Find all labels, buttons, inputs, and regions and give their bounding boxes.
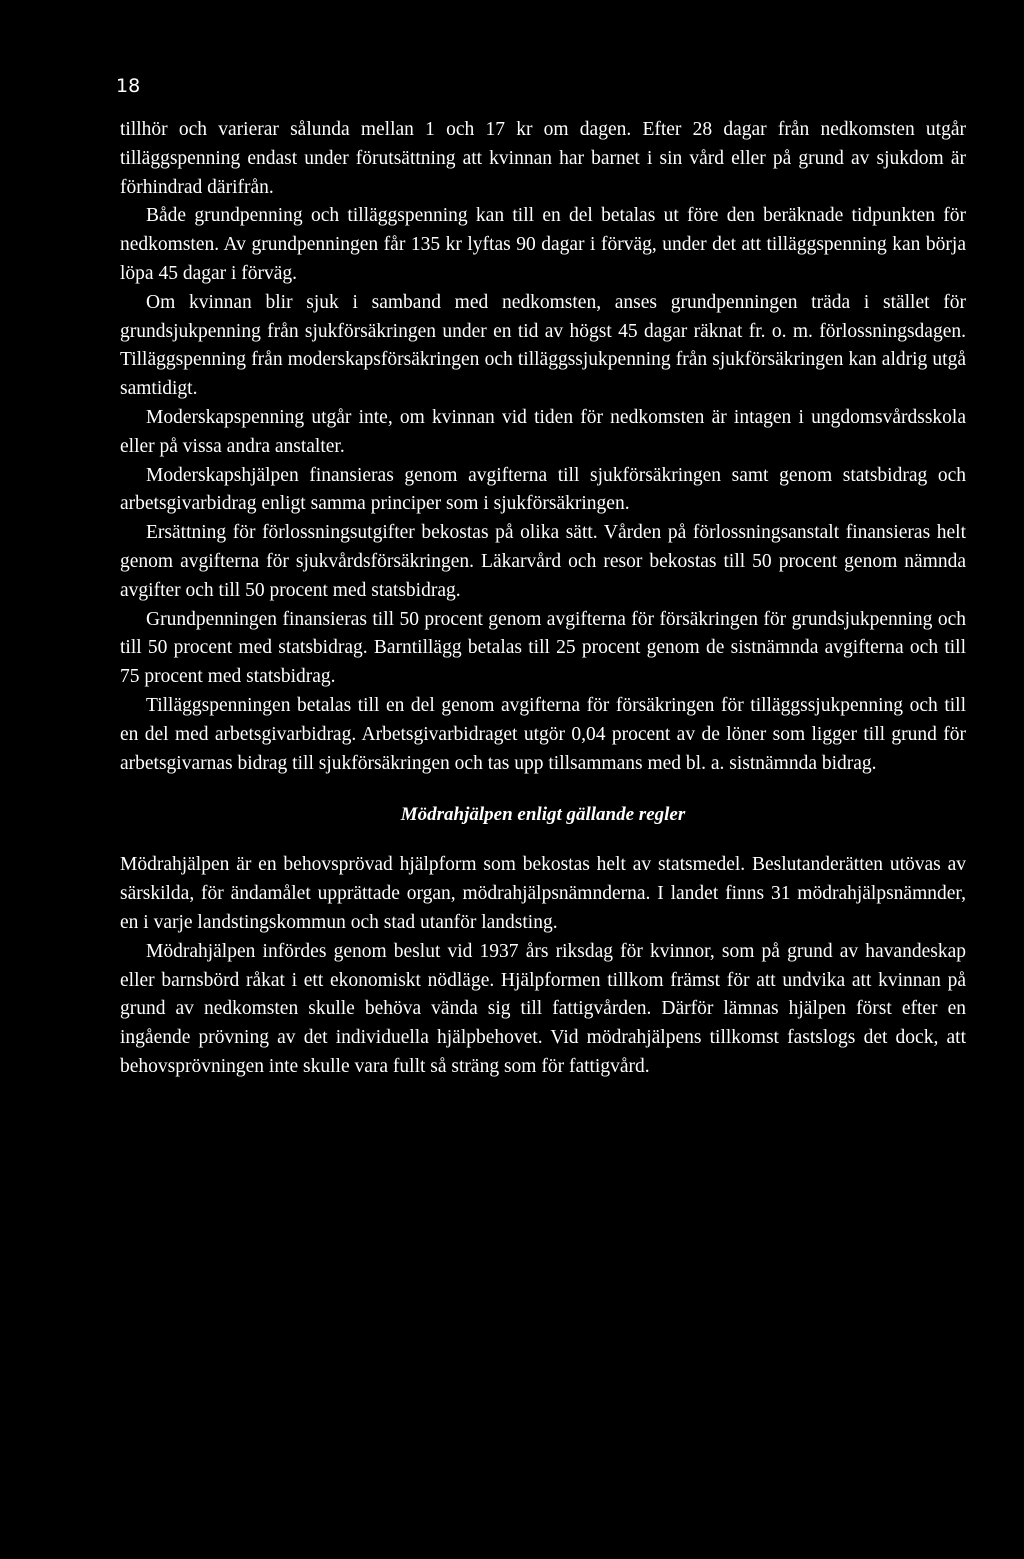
paragraph: Grundpenningen finansieras till 50 procent genom avgifterna för försäkringen för grundsjukpenning och till 50 procent med statsbidrag. Barntillägg betalas till 25 procent genom de sistnämnda avgifterna och till 75 procent med statsbidrag.	[120, 608, 966, 688]
page-number: 18	[116, 75, 141, 97]
paragraph: tillhör och varierar sålunda mellan 1 och 17 kr om dagen. Efter 28 dagar från nedkomsten utgår tilläggspenning endast under förutsättning att kvinnan har barnet i sin vård eller på grund av sjukdom är förhindrad därifrån.	[120, 119, 966, 198]
section-heading: Mödrahjälpen enligt gällande regler	[400, 804, 686, 826]
paragraph: Moderskapspenning utgår inte, om kvinnan vid tiden för nedkomsten är intagen i ungdomsvårdsskola eller på vissa andra anstalter.	[120, 406, 966, 457]
paragraph: Tilläggspenningen betalas till en del genom avgifterna för försäkringen för tilläggssjukpenning och till en del med arbetsgivarbidrag. Arbetsgivarbidraget utgör 0,04 procent av de löner som ligger till grund för arbetsgivarnas bidrag till sjukförsäkringen och tas upp tillsammans med bl. a. sistnämnda bidrag.	[120, 694, 966, 774]
section-moderskapsforsakring	[120, 116, 966, 778]
paragraph: Ersättning för förlossningsutgifter bekostas på olika sätt. Vården på förlossningsanstalt finansieras helt genom avgifterna för sjukvårdsförsäkringen. Läkarvård och resor bekostas till 50 procent genom nämnda avgifter och till 50 procent med statsbidrag.	[120, 522, 966, 601]
paragraph: Både grundpenning och tilläggspenning kan till en del betalas ut före den beräknade tidpunkten för nedkomsten. Av grundpenningen får 135 kr lyftas 90 dagar i förväg, under det att tilläggspenning kan börja löpa 45 dagar i förväg.	[120, 205, 966, 284]
section-modrahjalpen	[120, 851, 966, 1081]
paragraph: Mödrahjälpen är en behovsprövad hjälpform som bekostas helt av statsmedel. Beslutanderätten utövas av särskilda, för ändamålet upprättade organ, mödrahjälpsnämnderna. I landet finns 31 mödrahjälpsnämnder, en i varje landstingskommun och stad utanför landsting.	[120, 854, 966, 933]
paragraph: Mödrahjälpen infördes genom beslut vid 1937 års riksdag för kvinnor, som på grund av havandeskap eller barnsbörd råkat i ett ekonomiskt nödläge. Hjälpformen tillkom främst för att undvika att kvinnan på grund av nedkomsten skulle behöva vända sig till fattigvården. Därför lämnas hjälpen först efter en ingående prövning av det individuella hjälpbehovet. Vid mödrahjälpens tillkomst fastslogs det dock, att behovsprövningen inte skulle vara fullt så sträng som för fattigvård.	[120, 940, 966, 1077]
paragraph: Moderskapshjälpen finansieras genom avgifterna till sjukförsäkringen samt genom statsbidrag och arbetsgivarbidrag enligt samma principer som i sjukförsäkringen.	[120, 464, 966, 515]
document-body	[120, 116, 966, 1082]
paragraph: Om kvinnan blir sjuk i samband med nedkomsten, anses grundpenningen träda i stället för grundsjukpenning från sjukförsäkringen under en tid av högst 45 dagar räknat fr. o. m. förlossningsdagen. Tilläggspenning från moderskapsförsäkringen och tilläggssjukpenning från sjukförsäkringen kan aldrig utgå samtidigt.	[120, 291, 966, 400]
